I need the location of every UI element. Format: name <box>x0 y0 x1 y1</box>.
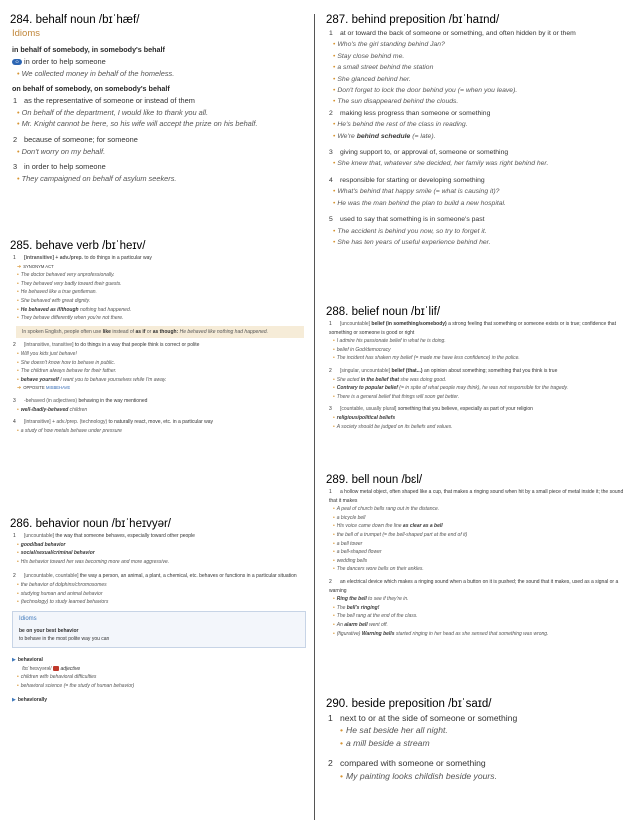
example: • Contrary to popular belief (= in spite of what people may think), he was not responsible for the tragedy. <box>333 385 569 392</box>
example: • Who's the girl standing behind Jan? <box>333 41 445 49</box>
example: • He sat beside her all night. <box>340 725 448 736</box>
example: • She has ten years of useful experience behind her. <box>333 238 491 246</box>
entry-body-behave <box>0 254 314 435</box>
example: • He was the man behind the plan to build a new hospital. <box>333 199 506 207</box>
example: • The sun disappeared behind the clouds. <box>333 98 459 106</box>
related-word: ▶ behaviorally <box>12 697 48 704</box>
entry-header-behind: 287. behind preposition /bɪˈhaɪnd/ <box>326 14 500 26</box>
example: • He's behind the rest of the class in reading. <box>333 121 468 129</box>
example: • The dancers wore bells on their ankles. <box>333 566 424 573</box>
entry-header-behalf: 284. behalf noun /bɪˈhæf/ <box>10 14 140 26</box>
sense: 4 responsible for starting or developing something <box>329 176 485 184</box>
example: • She knew that, whatever she decided, her family was right behind her. <box>333 160 549 168</box>
example: • a bicycle bell <box>333 514 366 521</box>
idioms-label: Idioms <box>19 615 37 622</box>
example: • She glanced behind her. <box>333 75 411 83</box>
example: • studying human and animal behavior <box>17 590 103 597</box>
example: • The accident is behind you now, so try to forget it. <box>333 227 487 235</box>
idioms-label: Idioms <box>12 28 40 39</box>
idiom-definition: to behave in the most polite way you can <box>19 636 110 643</box>
example: • behavioral science (= the study of human behavior) <box>17 682 135 689</box>
sense: 2 an electrical device which makes a ringing sound when a button on it is pushed; the sound that it makes, used as a signal or a warning <box>329 578 619 594</box>
example: • A society should be judged on its beliefs and values. <box>333 423 453 430</box>
example: • She doesn't know how to behave in public. <box>17 359 116 366</box>
example: • The bell rang at the end of the class. <box>333 613 418 620</box>
example: • religious/political beliefs <box>333 414 396 421</box>
entry-header-belief: 288. belief noun /bɪˈlif/ <box>326 306 441 318</box>
idiom-phrase: be on your best behavior <box>19 627 79 634</box>
example: • the bell of a trumpet (= the bell-shaped part at the end of it) <box>333 531 468 538</box>
example: • An alarm bell went off. <box>333 621 388 628</box>
column-divider <box>314 14 315 820</box>
entry-body-beside <box>316 712 634 782</box>
sense: 2 [intransitive, transitive] to do things in a way that people think is correct or polite <box>13 342 200 349</box>
idiom-phrase: in behalf of somebody, in somebody's behalf <box>12 45 165 54</box>
entry-behave <box>0 240 314 518</box>
example: • behave yourself I want you to behave yourselves while I'm away. <box>17 376 167 383</box>
example: • a bell tower <box>333 540 363 547</box>
example: • The bell's ringing! <box>333 604 380 611</box>
example: • Ring the bell to see if they're in. <box>333 596 409 603</box>
example: • There is a general belief that things will soon get better. <box>333 393 460 400</box>
example: • the behavior of dolphins/chromosomes <box>17 581 107 588</box>
example: • His behavior toward her was becoming more and more aggressive. <box>17 558 170 565</box>
usage-note: In spoken English, people often use like instead of as if or as though: He behaved like nothing had happened. <box>16 326 304 339</box>
sense: 2 because of someone; for someone <box>13 134 138 144</box>
example: • a mill beside a stream <box>340 737 430 748</box>
example: • On behalf of the department, I would like to thank you all. <box>17 107 209 117</box>
entry-body-bell <box>316 488 634 638</box>
sense: 4 [intransitive] + adv./prep. (technology) to naturally react, move, etc. in a particular way <box>13 419 214 426</box>
example: • They campaigned on behalf of asylum seekers. <box>17 173 177 183</box>
example: • His voice came down the line as clear as a bell <box>333 523 443 530</box>
example: • a bell-shaped flower <box>333 549 382 556</box>
sense: 1 [uncountable] belief (in something/somebody) a strong feeling that something or someone exists or is true; confidence that something or someone is good or right <box>329 321 616 336</box>
sense: 1 next to or at the side of someone or something <box>328 713 518 723</box>
sense: 1 a hollow metal object, often shaped like a cup, that makes a ringing sound when hit by a small piece of metal inside it; the sound that it makes <box>329 489 624 504</box>
sense: 2 compared with someone or something <box>328 758 486 769</box>
example: • The doctor behaved very unprofessionally. <box>17 272 115 279</box>
sense: 1 [uncountable] the way that someone behaves, especially toward other people <box>13 533 195 539</box>
example: • children with behavioral difficulties <box>17 674 97 681</box>
example: • We're behind schedule (= late). <box>333 132 436 140</box>
sense: 5 used to say that something is in someone's past <box>329 216 485 224</box>
triangle-right-icon: ▶ <box>12 656 16 663</box>
entry-behalf <box>0 14 314 240</box>
example: • a small street behind the station <box>333 64 434 72</box>
entry-behavior <box>0 518 314 818</box>
entry-body-behavior <box>0 532 314 705</box>
entry-header-behave: 285. behave verb /bɪˈheɪv/ <box>10 240 146 252</box>
speaker-icon[interactable] <box>53 666 59 671</box>
entry-belief <box>316 306 634 474</box>
example: • My painting looks childish beside yours. <box>340 770 497 781</box>
example: • good/bad behavior <box>17 541 66 548</box>
example: • a study of how metals behave under pressure <box>17 427 122 434</box>
example: • We collected money in behalf of the homeless. <box>17 68 175 78</box>
sense: 3 giving support to, or approval of, someone or something <box>329 149 509 157</box>
sense: 1 as the representative of someone or instead of them <box>13 96 195 106</box>
example: • The incident has shaken my belief (= made me have less confidence) in the police. <box>333 355 520 362</box>
example: • belief in God/democracy <box>333 346 391 353</box>
opposite-ref: ➔ OPPOSITE MISBEHAVE <box>17 385 71 392</box>
entry-bell <box>316 474 634 698</box>
sense: 3 in order to help someone <box>13 162 106 172</box>
sense: 1 [intransitive] + adv./prep. to do things in a particular way <box>13 255 152 261</box>
example: • Stay close behind me. <box>333 52 405 60</box>
related-word: ▶ behavioral <box>12 656 43 663</box>
example: • She behaved with great dignity. <box>17 297 91 304</box>
example: • She acted in the belief that she was doing good. <box>333 376 447 383</box>
example: • They behave differently when you're not there. <box>17 315 124 322</box>
triangle-right-icon: ▶ <box>12 697 16 704</box>
sense: 2 making less progress than someone or something <box>329 109 491 117</box>
entry-header-beside: 290. beside preposition /bɪˈsaɪd/ <box>326 698 492 710</box>
example: • social/sexual/criminal behavior <box>17 550 95 557</box>
entry-body-behind <box>316 28 634 248</box>
example: • They behaved very badly toward their guests. <box>17 280 122 287</box>
example: • He behaved as if/though nothing had happened. <box>17 306 132 313</box>
synonym-ref: ➔ SYNONYM ACT <box>17 263 54 270</box>
idiom-phrase: on behalf of somebody, on somebody's behalf <box>12 84 170 94</box>
sense: 2 [singular, uncountable] belief (that...) an opinion about something; something that you think is true <box>329 367 558 374</box>
example: • (figurative) Warning bells started ringing in her head as she sensed that something was wrong. <box>333 630 549 637</box>
example: • well-/badly-behaved children <box>17 406 88 413</box>
example: • wedding bells <box>333 557 368 564</box>
example: • I admire his passionate belief in what he is doing. <box>333 338 446 345</box>
example: • The children always behave for their father. <box>17 368 117 375</box>
example: • Mr. Knight cannot be here, so his wife will accept the prize on his behalf. <box>17 119 258 129</box>
sense: 1 at or toward the back of someone or something, and often hidden by it or them <box>329 30 576 37</box>
example: • He behaved like a true gentleman. <box>17 289 97 296</box>
idioms-box <box>12 611 306 648</box>
entry-header-behavior: 286. behavior noun /bɪˈheɪvyər/ <box>10 518 171 530</box>
arrow-icon: ➔ <box>17 385 22 392</box>
sense: 3 -behaved (in adjectives) behaving in the way mentioned <box>13 397 148 404</box>
example: • (technology) to study learned behaviors <box>17 599 109 606</box>
key-icon: O <box>12 59 22 65</box>
sense: 3 [countable, usually plural] something that you believe, especially as part of your religion <box>329 406 533 413</box>
example: • Don't forget to lock the door behind you (= when you leave). <box>333 87 518 95</box>
pronunciation: /bɪˈheɪvyərəl/ adjective <box>22 665 81 672</box>
arrow-icon: ➔ <box>17 263 22 270</box>
entry-body-belief <box>316 320 634 431</box>
example: • Will you kids just behave! <box>17 350 77 357</box>
example: • A peal of church bells rang out in the distance. <box>333 506 440 513</box>
idiom-definition: O in order to help someone <box>12 56 312 68</box>
entry-body-behalf <box>0 28 314 184</box>
entry-header-bell: 289. bell noun /bɛl/ <box>326 474 423 486</box>
example: • What's behind that happy smile (= what is causing it)? <box>333 188 500 196</box>
entry-behind <box>316 14 634 306</box>
sense: 2 [uncountable, countable] the way a person, an animal, a plant, a chemical, etc. behaves or functions in a particular situation <box>13 573 297 580</box>
example: • Don't worry on my behalf. <box>17 146 106 156</box>
entry-beside <box>316 698 634 820</box>
